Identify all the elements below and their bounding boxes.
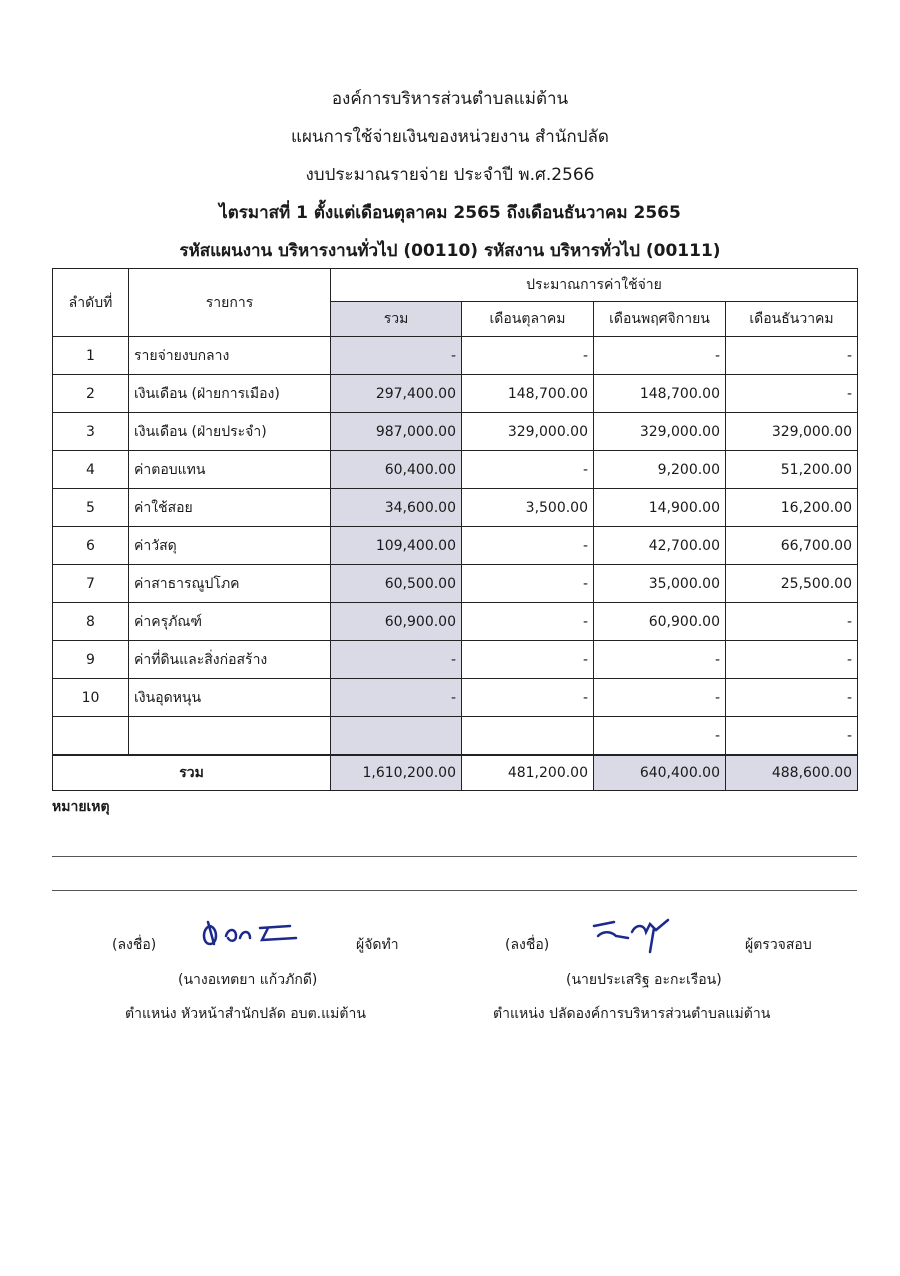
row-dec: 66,700.00: [726, 527, 858, 565]
document-header: [0, 86, 900, 276]
header-total: รวม: [331, 302, 462, 337]
row-number: 4: [53, 451, 129, 489]
row-item: ค่าสาธารณูปโภค: [129, 565, 331, 603]
row-nov: 14,900.00: [594, 489, 726, 527]
total-label: รวม: [53, 755, 331, 791]
row-oct: -: [462, 603, 594, 641]
left-sign-position: ตำแหน่ง หัวหน้าสำนักปลัด อบต.แม่ต้าน: [125, 1006, 366, 1022]
total-dec: 488,600.00: [726, 755, 858, 791]
row-oct: [462, 717, 594, 756]
row-item: เงินอุดหนุน: [129, 679, 331, 717]
table-row: [53, 527, 858, 565]
row-oct: -: [462, 337, 594, 375]
row-nov: 42,700.00: [594, 527, 726, 565]
row-item: ค่าใช้สอย: [129, 489, 331, 527]
row-total: 60,400.00: [331, 451, 462, 489]
right-signature-icon: [588, 912, 678, 956]
remark-label: หมายเหตุ: [52, 799, 110, 815]
row-dec: 51,200.00: [726, 451, 858, 489]
row-item: ค่าครุภัณฑ์: [129, 603, 331, 641]
header-order: ลำดับที่: [53, 269, 129, 337]
table-row: [53, 413, 858, 451]
row-nov: 329,000.00: [594, 413, 726, 451]
row-total: [331, 717, 462, 756]
row-oct: 148,700.00: [462, 375, 594, 413]
row-number: 1: [53, 337, 129, 375]
table-row: [53, 603, 858, 641]
row-number: [53, 717, 129, 756]
right-sign-role: ผู้ตรวจสอบ: [745, 937, 812, 953]
row-total: 60,900.00: [331, 603, 462, 641]
row-item: ค่าวัสดุ: [129, 527, 331, 565]
row-dec: -: [726, 603, 858, 641]
header-dec: เดือนธันวาคม: [726, 302, 858, 337]
left-signature-icon: [198, 914, 310, 954]
table-row: [53, 679, 858, 717]
row-item: เงินเดือน (ฝ่ายประจำ): [129, 413, 331, 451]
row-oct: 3,500.00: [462, 489, 594, 527]
row-dec: -: [726, 679, 858, 717]
row-number: 6: [53, 527, 129, 565]
org-title: องค์การบริหารส่วนตำบลแม่ต้าน: [331, 89, 569, 109]
row-dec: -: [726, 717, 858, 756]
header-estimate: ประมาณการค่าใช้จ่าย: [331, 269, 858, 302]
total-row: [53, 755, 858, 791]
header-nov: เดือนพฤศจิกายน: [594, 302, 726, 337]
table-row: [53, 565, 858, 603]
remark-line-1: [52, 856, 857, 857]
plan-title: แผนการใช้จ่ายเงินของหน่วยงาน สำนักปลัด: [291, 127, 609, 147]
row-number: 2: [53, 375, 129, 413]
row-number: 8: [53, 603, 129, 641]
header-item: รายการ: [129, 269, 331, 337]
right-sign-name: (นายประเสริฐ อะกะเรือน): [566, 972, 722, 988]
row-nov: -: [594, 679, 726, 717]
row-item: [129, 717, 331, 756]
row-total: 297,400.00: [331, 375, 462, 413]
row-total: -: [331, 337, 462, 375]
total-sum: 1,610,200.00: [331, 755, 462, 791]
row-number: 5: [53, 489, 129, 527]
row-total: 60,500.00: [331, 565, 462, 603]
row-oct: -: [462, 679, 594, 717]
row-dec: 329,000.00: [726, 413, 858, 451]
row-oct: -: [462, 641, 594, 679]
row-item: ค่าตอบแทน: [129, 451, 331, 489]
row-nov: -: [594, 641, 726, 679]
table-row: [53, 375, 858, 413]
left-sign-prefix: (ลงชื่อ): [112, 937, 157, 953]
row-number: 10: [53, 679, 129, 717]
table-body: [53, 337, 858, 756]
row-dec: 25,500.00: [726, 565, 858, 603]
row-total: -: [331, 641, 462, 679]
row-total: 109,400.00: [331, 527, 462, 565]
row-total: 34,600.00: [331, 489, 462, 527]
table-row: [53, 451, 858, 489]
row-item: รายจ่ายงบกลาง: [129, 337, 331, 375]
row-oct: -: [462, 565, 594, 603]
codes-title: รหัสแผนงาน บริหารงานทั่วไป (00110) รหัสงาน บริหารทั่วไป (00111): [179, 241, 721, 261]
row-item: เงินเดือน (ฝ่ายการเมือง): [129, 375, 331, 413]
row-nov: 148,700.00: [594, 375, 726, 413]
row-nov: 60,900.00: [594, 603, 726, 641]
row-total: 987,000.00: [331, 413, 462, 451]
row-item: ค่าที่ดินและสิ่งก่อสร้าง: [129, 641, 331, 679]
budget-table: [52, 268, 858, 791]
total-oct: 481,200.00: [462, 755, 594, 791]
header-oct: เดือนตุลาคม: [462, 302, 594, 337]
table-row: [53, 337, 858, 375]
row-dec: -: [726, 641, 858, 679]
row-oct: -: [462, 451, 594, 489]
row-nov: -: [594, 337, 726, 375]
row-dec: -: [726, 375, 858, 413]
row-nov: -: [594, 717, 726, 756]
table-row: [53, 641, 858, 679]
row-nov: 9,200.00: [594, 451, 726, 489]
left-sign-name: (นางอเทตยา แก้วภักดี): [178, 972, 318, 988]
right-sign-position: ตำแหน่ง ปลัดองค์การบริหารส่วนตำบลแม่ต้าน: [493, 1006, 771, 1022]
row-number: 7: [53, 565, 129, 603]
table-row: [53, 717, 858, 756]
row-oct: 329,000.00: [462, 413, 594, 451]
total-nov: 640,400.00: [594, 755, 726, 791]
row-dec: 16,200.00: [726, 489, 858, 527]
budget-title: งบประมาณรายจ่าย ประจำปี พ.ศ.2566: [305, 165, 595, 185]
remark-line-2: [52, 890, 857, 891]
quarter-title: ไตรมาสที่ 1 ตั้งแต่เดือนตุลาคม 2565 ถึงเดือนธันวาคม 2565: [219, 203, 681, 223]
row-number: 3: [53, 413, 129, 451]
row-dec: -: [726, 337, 858, 375]
row-nov: 35,000.00: [594, 565, 726, 603]
row-total: -: [331, 679, 462, 717]
row-number: 9: [53, 641, 129, 679]
table-row: [53, 489, 858, 527]
row-oct: -: [462, 527, 594, 565]
right-sign-prefix: (ลงชื่อ): [505, 937, 550, 953]
left-sign-role: ผู้จัดทำ: [356, 937, 399, 953]
